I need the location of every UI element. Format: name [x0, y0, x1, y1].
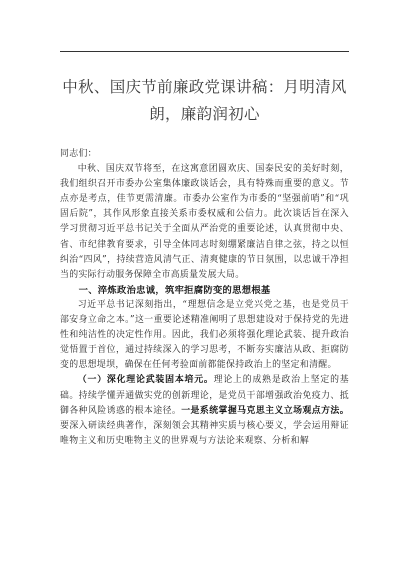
intro-paragraph: 中秋、国庆双节将至，在这寓意团圆欢庆、国泰民安的美好时刻，我们组织召开市委办公室集体廉政谈话会，具有特殊而重要的意义。节点亦是考点，佳节更需清廉。市委办公室作为市委的“坚强前哨”和“巩固后院”，其作风形象直接关系市委权威和公信力。此次谈话旨在深入学习贯彻习近平总书记关于全面从严治党的重要论述，认真贯彻中央、省、市纪律教育要求，引导全体同志时刻绷紧廉洁自律之弦，持之以恒纠治“四风”，持续营造风清气正、清爽健康的节日氛围，以忠诚干净担当的实际行动服务保障全市高质量发展大局。 [60, 164, 349, 280]
section-heading-1: 一、淬炼政治忠诚，筑牢拒腐防变的思想根基 [78, 284, 271, 296]
subsection-1-label: （一）深化理论武装固本培元。 [77, 375, 214, 386]
subsection-1-text-b: 要深入研读经典著作，深刻领会其精神实质与核心要义，学会运用辩证唯物主义和历史唯物主义的世界观与方法论来观察、分析和解 [60, 420, 349, 446]
header-divider [60, 51, 349, 52]
subsection-1-paragraph [60, 373, 349, 448]
salutation: 同志们： [60, 149, 97, 159]
section-1-paragraph: 习近平总书记深刻指出，“理想信念是立党兴党之基，也是党员干部安身立命之本。”这一重要论述精准阐明了思想建设对于保持党的先进性和纯洁性的决定性作用。因此，我们必须将强化理论武装、提升政治觉悟置于首位，通过持续深入的学习思考，不断夯实廉洁从政、拒腐防变的思想堤坝，确保在任何考验面前都能保持政治上的坚定和清醒。 [60, 299, 349, 371]
document-body [60, 147, 349, 449]
subsection-1-text-a: 理论上的成熟是政治上坚定的基础。持续学懂弄通做实党的创新理论，是党员干部增强政治免疫力、抵御各种风险诱惑的根本途径。 [60, 375, 349, 416]
subsection-1-bold-point: 一是系统掌握马克思主义立场观点方法。 [181, 405, 349, 416]
document-title: 中秋、国庆节前廉政党课讲稿：月明清风朗，廉韵润初心 [62, 78, 347, 123]
